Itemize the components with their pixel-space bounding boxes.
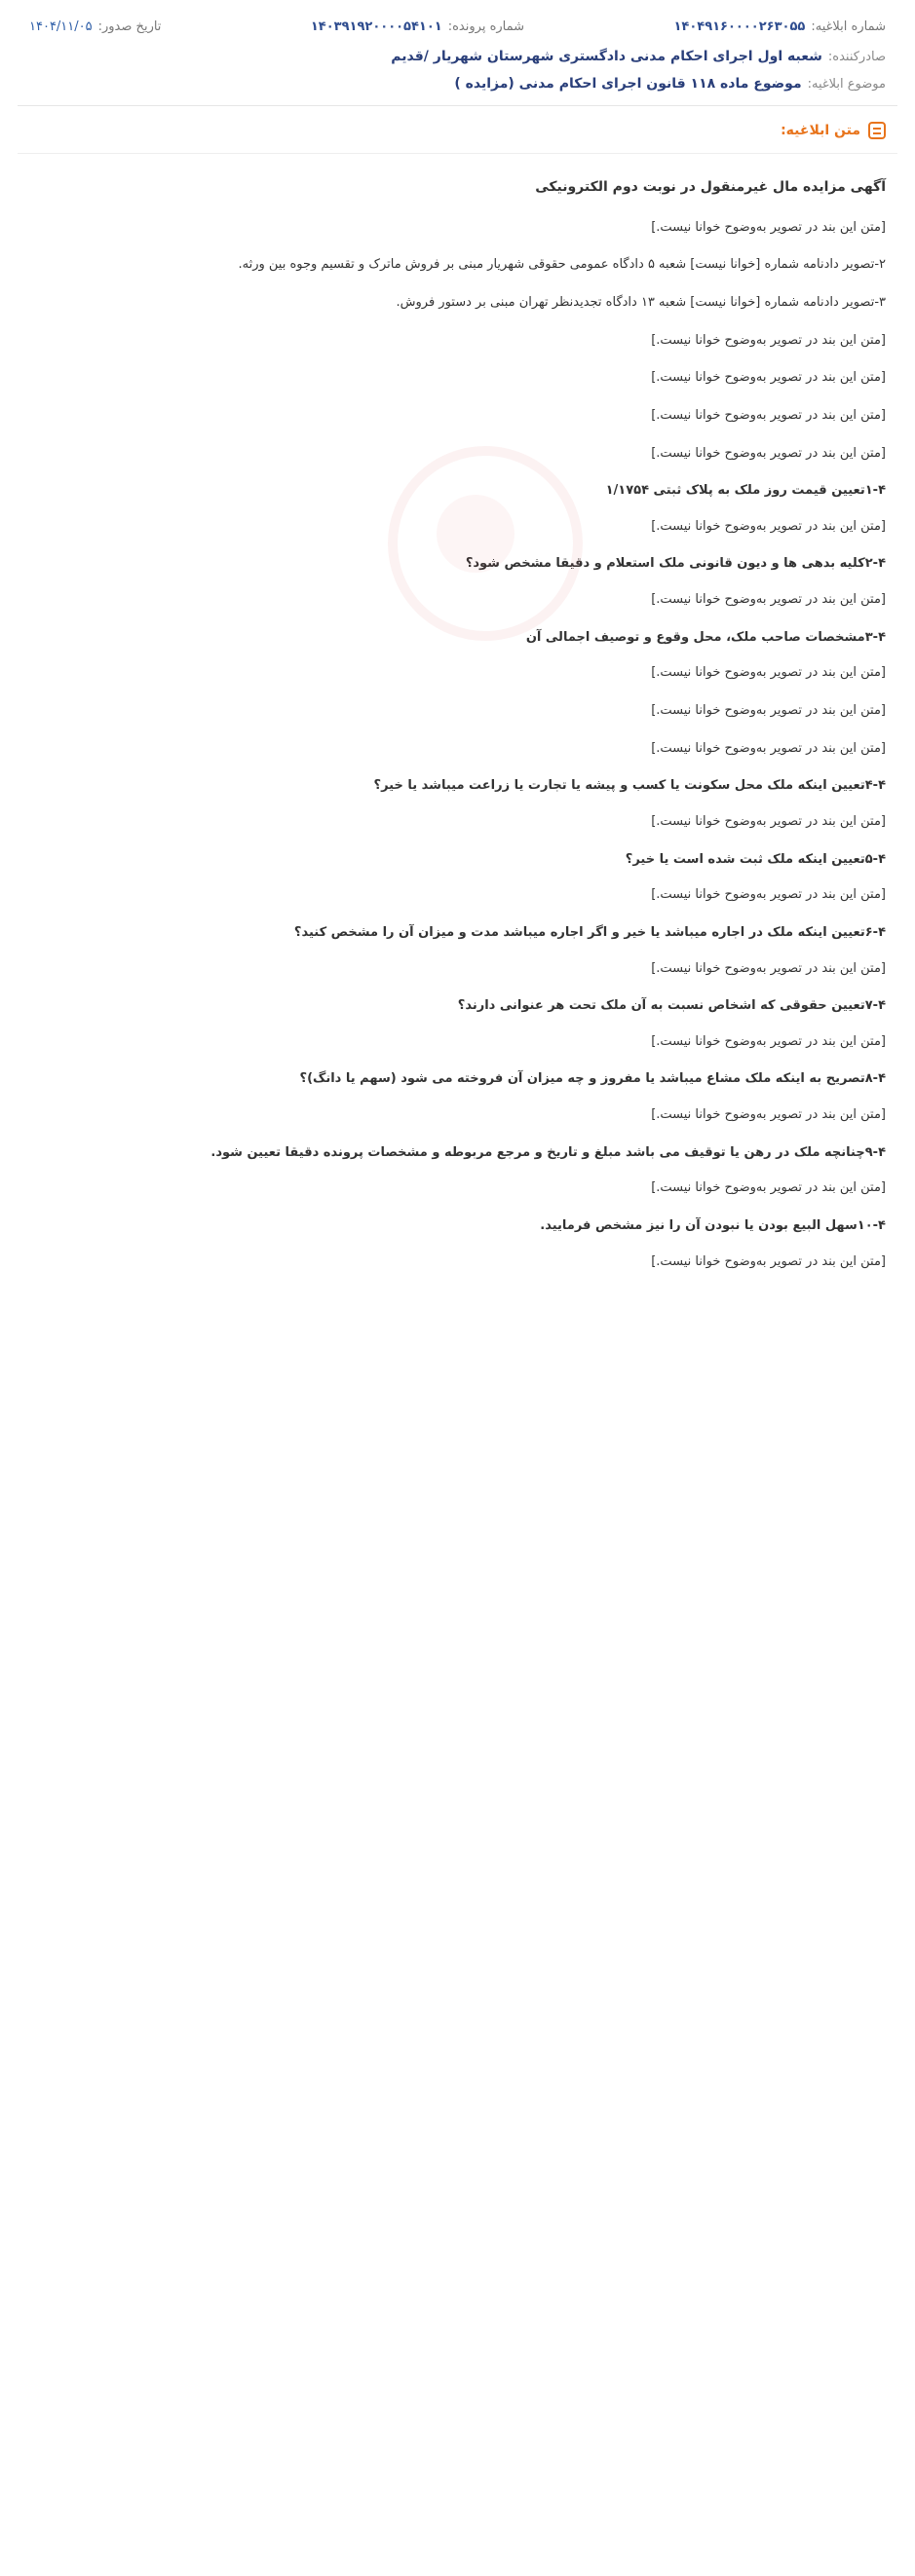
item-title: ۶-۴تعیین اینکه ملک در اجاره میباشد یا خیر و اگر اجاره میباشد مدت و میزان آن را مشخص کنید؟ <box>293 924 886 940</box>
item-text: [متن این بند در تصویر به‌وضوح خوانا نیست.] <box>651 1253 886 1269</box>
sender-label: صادرکننده: <box>827 49 886 64</box>
notice-number <box>673 19 886 34</box>
item-text: [متن این بند در تصویر به‌وضوح خوانا نیست.] <box>651 887 886 903</box>
item-title: ۲-۴کلیه بدهی ها و دیون قانونی ملک استعلام و دقیقا مشخص شود؟ <box>465 556 886 572</box>
case-number-value: ۱۴۰۳۹۱۹۲۰۰۰۰۵۴۱۰۱ <box>310 19 442 34</box>
notice-header <box>18 0 897 106</box>
paragraph: [متن این بند در تصویر به‌وضوح خوانا نیست.] <box>651 332 886 348</box>
item-text: [متن این بند در تصویر به‌وضوح خوانا نیست.] <box>651 518 886 534</box>
item-title: ۷-۴تعیین حقوقی که اشخاص نسبت به آن ملک تحت هر عنوانی دارند؟ <box>457 998 886 1014</box>
item-text: [متن این بند در تصویر به‌وضوح خوانا نیست.] <box>651 592 886 608</box>
issue-date-label: تاریخ صدور: <box>97 19 162 34</box>
item-text: [متن این بند در تصویر به‌وضوح خوانا نیست.] <box>651 1033 886 1049</box>
notice-number-value: ۱۴۰۴۹۱۶۰۰۰۰۲۶۳۰۵۵ <box>673 19 806 34</box>
item-text: [متن این بند در تصویر به‌وضوح خوانا نیست.] <box>651 1180 886 1196</box>
notice-body <box>18 154 897 1296</box>
subject-row <box>18 70 897 105</box>
sender-value: شعبه اول اجرای احکام مدنی دادگستری شهرستان شهریار /قدیم <box>391 49 822 64</box>
paragraph: ۳-تصویر دادنامه شماره [خوانا نیست] شعبه ۱۳ دادگاه تجدیدنظر تهران مبنی بر دستور فروش. <box>396 294 886 310</box>
case-number <box>311 19 524 34</box>
notice-text-title <box>18 106 897 154</box>
subject-value: موضوع ماده ۱۱۸ قانون اجرای احکام مدنی (مزایده ) <box>454 76 802 92</box>
notice-number-label: شماره ابلاغیه: <box>811 19 886 34</box>
item-title: ۱-۴تعیین قیمت روز ملک به پلاک ثبتی ۱/۱۷۵۴ <box>605 483 886 499</box>
issue-date <box>29 19 161 34</box>
meta-row <box>18 0 897 43</box>
item-text: [متن این بند در تصویر به‌وضوح خوانا نیست.] <box>651 665 886 681</box>
item-title: ۴-۴تعیین اینکه ملک محل سکونت یا کسب و پیشه یا تجارت یا زراعت میباشد یا خیر؟ <box>373 778 886 794</box>
notice-heading: آگهی مزایده مال غیرمنقول در نوبت دوم الکترونیکی <box>535 179 886 195</box>
item-title: ۹-۴چنانچه ملک در رهن یا توقیف می باشد مبلغ و تاریخ و مرجع مربوطه و مشخصات پرونده دقیقا تعیین شود. <box>210 1144 886 1160</box>
item-title: ۸-۴تصریح به اینکه ملک مشاع میباشد یا مفروز و چه میزان آن فروخته می شود (سهم یا دانگ)؟ <box>299 1071 886 1087</box>
item-text: [متن این بند در تصویر به‌وضوح خوانا نیست.] <box>651 703 886 719</box>
item-title: ۵-۴تعیین اینکه ملک ثبت شده است یا خیر؟ <box>625 851 886 867</box>
paragraph: [متن این بند در تصویر به‌وضوح خوانا نیست.] <box>651 370 886 386</box>
paragraph: ۲-تصویر دادنامه شماره [خوانا نیست] شعبه ۵ دادگاه عمومی حقوقی شهریار مبنی بر فروش ماترک و تقسیم وجوه بین ورثه. <box>238 257 886 273</box>
paragraph: [متن این بند در تصویر به‌وضوح خوانا نیست.] <box>651 445 886 461</box>
item-text: [متن این بند در تصویر به‌وضوح خوانا نیست.] <box>651 740 886 756</box>
document-icon <box>868 122 886 139</box>
paragraph: [متن این بند در تصویر به‌وضوح خوانا نیست.] <box>651 219 886 235</box>
subject-label: موضوع ابلاغیه: <box>807 76 886 92</box>
paragraph: [متن این بند در تصویر به‌وضوح خوانا نیست.] <box>651 407 886 423</box>
item-text: [متن این بند در تصویر به‌وضوح خوانا نیست.] <box>651 1107 886 1123</box>
item-title: ۳-۴مشخصات صاحب ملک، محل وقوع و توصیف اجمالی آن <box>525 629 886 645</box>
item-text: [متن این بند در تصویر به‌وضوح خوانا نیست.] <box>651 813 886 829</box>
notice-text-title-label: متن ابلاغیه: <box>781 123 860 138</box>
issue-date-value: ۱۴۰۴/۱۱/۰۵ <box>29 19 93 34</box>
case-number-label: شماره پرونده: <box>447 19 525 34</box>
sender-row <box>18 43 897 70</box>
item-text: [متن این بند در تصویر به‌وضوح خوانا نیست.] <box>651 960 886 976</box>
item-title: ۱۰-۴سهل البیع بودن یا نبودن آن را نیز مشخص فرمایید. <box>540 1217 886 1233</box>
